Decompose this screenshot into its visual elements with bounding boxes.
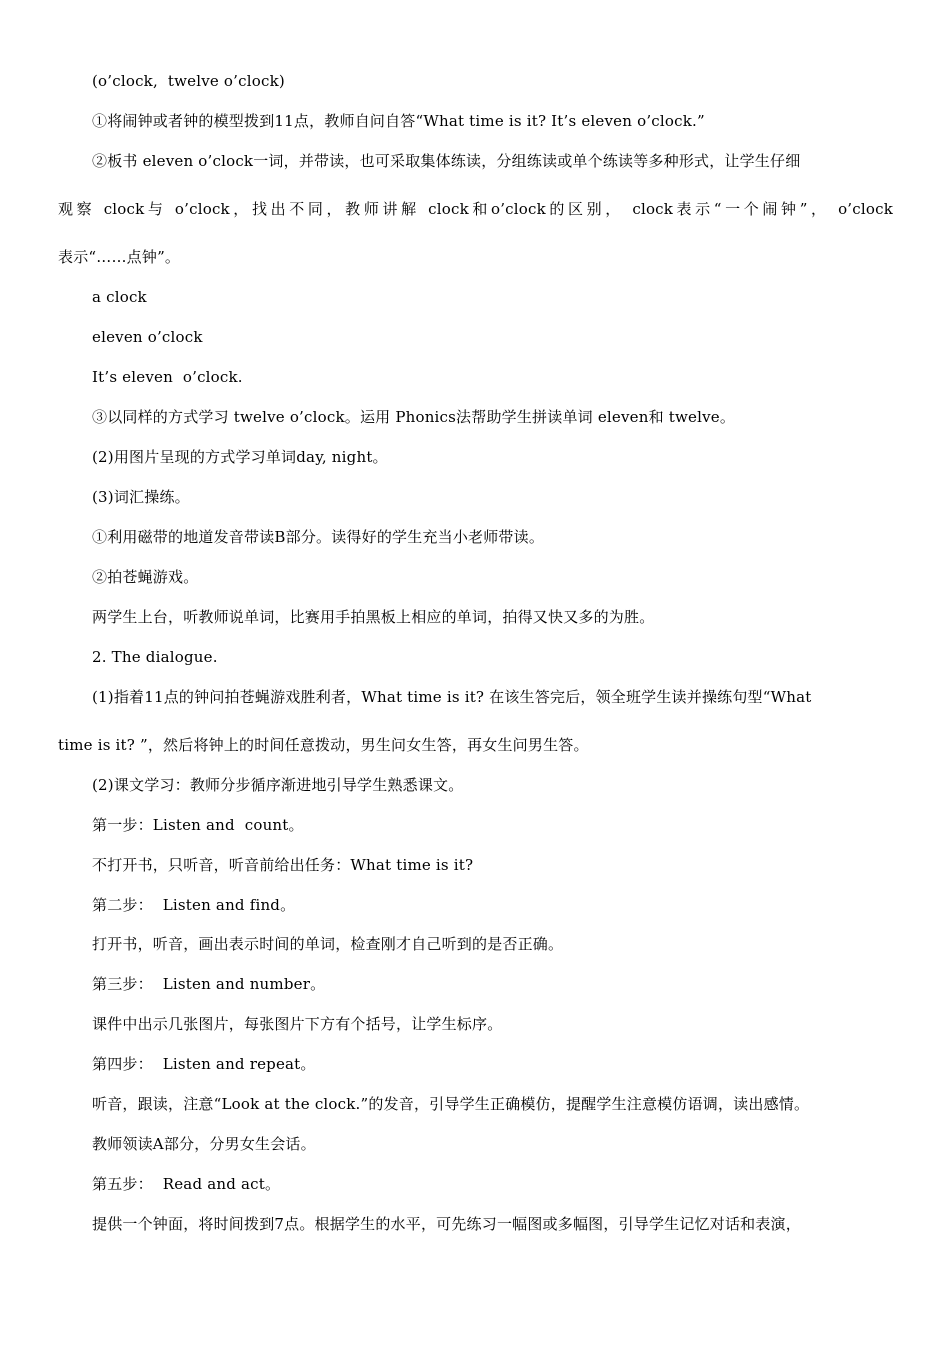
text-line: 两学生上台，听教师说单词，比赛用手拍黑板上相应的单词，拍得又快又多的为胜。 — [92, 608, 655, 626]
text-line: 观察 clock与 o’clock，找出不同，教师讲解 clock和o’clock的区别， clock表示“一个闹钟”， o’clock — [58, 200, 893, 218]
text-line: (2)用图片呈现的方式学习单词day, night。 — [92, 448, 388, 466]
text-line: 课件中出示几张图片，每张图片下方有个括号，让学生标序。 — [92, 1015, 503, 1033]
text-line: 不打开书，只听音，听音前给出任务：What time is it? — [92, 856, 474, 874]
text-line: ①将闹钟或者钟的模型拨到11点，教师自问自答“What time is it? It’s eleven o’clock.” — [92, 112, 705, 130]
text-line: (2)课文学习：教师分步循序渐进地引导学生熟悉课文。 — [92, 776, 464, 794]
text-line: 打开书，听音，画出表示时间的单词，检查刚才自己听到的是否正确。 — [92, 935, 564, 953]
text-line: 第一步：Listen and count。 — [92, 816, 304, 834]
text-line: ③以同样的方式学习 twelve o’clock。运用 Phonics法帮助学生拼读单词 eleven和 twelve。 — [92, 408, 736, 426]
text-line: 第五步： Read and act。 — [92, 1175, 281, 1193]
text-line: (o’clock, twelve o’clock) — [92, 72, 285, 90]
text-line: a clock — [92, 288, 147, 306]
text-line: 表示“……点钟”。 — [58, 248, 181, 266]
text-line: 提供一个钟面，将时间拨到7点。根据学生的水平，可先练习一幅图或多幅图，引导学生记忆对话和表演， — [92, 1215, 801, 1233]
text-line: 教师领读A部分，分男女生会话。 — [92, 1135, 316, 1153]
text-line: 听音，跟读，注意“Look at the clock.”的发音，引导学生正确模仿，提醒学生注意模仿语调，读出感情。 — [92, 1095, 810, 1113]
text-line: (3)词汇操练。 — [92, 488, 190, 506]
text-line: time is it? ”，然后将钟上的时间任意拨动，男生问女生答，再女生问男生答。 — [58, 736, 589, 754]
text-line: 第三步： Listen and number。 — [92, 975, 326, 993]
text-line: 第二步： Listen and find。 — [92, 896, 296, 914]
text-line: eleven o’clock — [92, 328, 203, 346]
text-line: It’s eleven o’clock. — [92, 368, 243, 386]
text-line: (1)指着11点的钟问拍苍蝇游戏胜利者，What time is it? 在该生答完后，领全班学生读并操练句型“What — [92, 688, 812, 706]
text-line: 第四步： Listen and repeat。 — [92, 1055, 316, 1073]
text-line: ②拍苍蝇游戏。 — [92, 568, 199, 586]
text-line: ②板书 eleven o’clock一词，并带读，也可采取集体练读，分组练读或单个练读等多种形式，让学生仔细 — [92, 152, 801, 170]
text-line: ①利用磁带的地道发音带读B部分。读得好的学生充当小老师带读。 — [92, 528, 545, 546]
text-line: 2. The dialogue. — [92, 648, 218, 666]
